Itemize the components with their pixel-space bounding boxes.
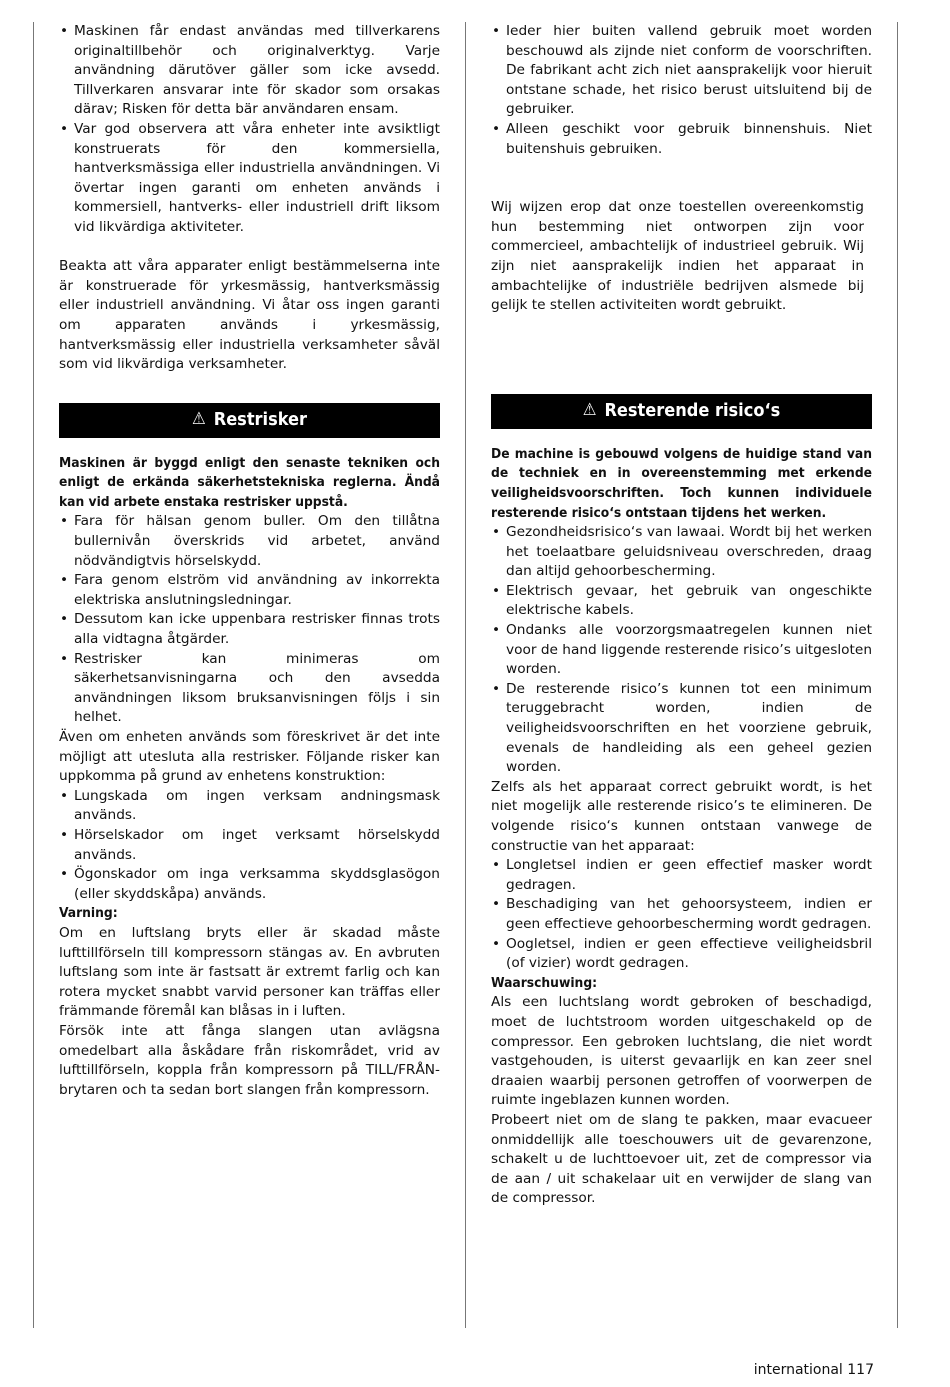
list-item: • Fara genom elström vid användning av inkorrekta elektriska anslutningsledningar. xyxy=(59,571,440,610)
warning-label: Varning: xyxy=(59,905,118,922)
risk-bullet-list xyxy=(59,512,440,728)
lead-paragraph: De machine is gebouwd volgens de huidige stand van de techniek en in overeenstemming met erkende veiligheidsvoorschriften. Toch kunnen individuele resterende risico‘s ontstaan tijdens het werken. xyxy=(491,445,872,521)
page-right-rule xyxy=(897,22,898,1328)
list-item: • Elektrisch gevaar, het gebruik van ongeschikte elektrische kabels. xyxy=(491,582,872,621)
risk-bullet-list xyxy=(491,523,872,778)
injury-bullet-list xyxy=(59,787,440,905)
section-heading xyxy=(59,403,440,438)
body-paragraph: Probeert niet om de slang te pakken, maar evacueer onmiddellijk alle toeschouwers uit de gevarenzone, schakelt u de luchttoevoer uit, zet de compressor via de aan / uit schakelaar uit en verwijder de slang van de compressor. xyxy=(491,1111,872,1207)
warning-triangle-icon: ⚠ xyxy=(192,409,206,430)
body-paragraph: Als een luchtslang wordt gebroken of beschadigd, moet de luchtstroom worden uitgeschakeld op de compressor. Een gebroken luchtslang, die niet wordt vastgehouden, is uiterst gevaarlijk en kan zeer snel draaien waarbij personen getroffen of voorwerpen de ruimte ingeblazen kunnen worden. xyxy=(491,994,872,1109)
list-item: • Dessutom kan icke uppenbara restrisker finnas trots alla vidtagna åtgärder. xyxy=(59,610,440,649)
section-heading-text: Resterende risico‘s xyxy=(604,400,781,422)
body-paragraph: Även om enheten används som föreskrivet är det inte möjligt att utesluta alla restrisker. Följande risker kan uppkomma på grund av enhetens konstruktion: xyxy=(59,729,440,785)
list-item: • Oogletsel, indien er geen effectieve veiligheidsbril (of vizier) wordt gedragen. xyxy=(491,935,872,974)
list-item: • De resterende risico’s kunnen tot een minimum teruggebracht worden, indien de veiligheidsvoorschriften en het voorziene gebruik, evenals de handleiding als een geheel gezien worden. xyxy=(491,680,872,778)
list-item: • Gezondheidsrisico‘s van lawaai. Wordt bij het werken het toelaatbare geluidsniveau overschreden, draag dan altijd gehoorbescherming. xyxy=(491,523,872,582)
intro-bullet-list xyxy=(59,22,440,238)
section-heading-text: Restrisker xyxy=(213,409,307,431)
list-item: • Lungskada om ingen verksam andningsmask används. xyxy=(59,787,440,826)
column-divider xyxy=(465,22,466,1328)
intro-paragraph: Wij wijzen erop dat onze toestellen overeenkomstig hun bestemming niet ontworpen zijn voor commercieel, ambachtelijk of industrieel gebruik. Wij zijn niet aansprakelijk indien het apparaat in ambachtelijke of industriële bedrijven alsmede bij gelijk te stellen activiteiten wordt gebruikt. xyxy=(491,199,864,314)
intro-paragraph: Beakta att våra apparater enligt bestämmelserna inte är konstruerade för yrkesmässig, hantverksmässig eller industriell användning. Vi åtar oss ingen garanti om apparaten används i yrkesmässig, hantverksmässig eller industriella verksamheter såväl som vid likvärdiga verksamheter. xyxy=(59,258,440,373)
list-item: • Fara för hälsan genom buller. Om den tillåtna bullernivån överskrids vid arbetet, använd nödvändigtvis hörselskydd. xyxy=(59,512,440,571)
injury-bullet-list xyxy=(491,856,872,974)
page-footer: international 117 xyxy=(753,1362,874,1378)
swedish-column xyxy=(59,22,440,1100)
list-item: • Ögonskador om inga verksamma skyddsglasögon (eller skyddskåpa) används. xyxy=(59,865,440,904)
list-item: • Ondanks alle voorzorgsmaatregelen kunnen niet voor de hand liggende resterende risico’s uitgesloten worden. xyxy=(491,621,872,680)
body-paragraph: Om en luftslang bryts eller är skadad måste lufttillförseln till kompressorn stängas av. En avbruten luftslang som inte är fastsatt är extremt farlig och kan rotera mycket snabbt varvid personer kan träffas eller främmande föremål kan blåsas in i luften. xyxy=(59,924,440,1020)
list-item: • Var god observera att våra enheter inte avsiktligt konstruerats för den kommersiella, hantverksmässiga eller industriella användningen. Vi övertar ingen garanti om enheten används i kommersiell, hantverks- eller industriell drift liksom vid likvärdiga aktiviteter. xyxy=(59,120,440,238)
intro-bullet-list xyxy=(491,22,872,159)
warning-label: Waarschuwing: xyxy=(491,974,598,991)
warning-triangle-icon: ⚠ xyxy=(582,400,597,421)
list-item: • Hörselskador om inget verksamt hörselskydd används. xyxy=(59,826,440,865)
list-item: • Longletsel indien er geen effectief masker wordt gedragen. xyxy=(491,856,872,895)
page-left-rule xyxy=(33,22,34,1328)
body-paragraph: Försök inte att fånga slangen utan avlägsna omedelbart alla åskådare från riskområdet, vrid av lufttillförseln, koppla från kompressorn på TILL/FRÅN-brytaren och ta sedan bort slangen från kompressorn. xyxy=(59,1022,440,1098)
list-item: • Ieder hier buiten vallend gebruik moet worden beschouwd als zijnde niet conform de voorschriften. De fabrikant acht zich niet aansprakelijk voor hieruit ontstane schade, het risico berust uitsluitend bij de gebruiker. xyxy=(491,22,872,120)
lead-paragraph: Maskinen är byggd enligt den senaste tekniken och enligt de erkända säkerhetstekniska reglerna. Ändå kan vid arbete enstaka restrisker uppstå. xyxy=(59,454,440,510)
section-heading xyxy=(491,394,872,429)
body-paragraph: Zelfs als het apparaat correct gebruikt wordt, is het niet mogelijk alle resterende risico’s te elimineren. De volgende risico‘s kunnen ontstaan vanwege de constructie van het apparaat: xyxy=(491,778,872,854)
list-item: • Beschadiging van het gehoorsysteem, indien er geen effectieve gehoorbescherming wordt gedragen. xyxy=(491,895,872,934)
list-item: • Maskinen får endast användas med tillverkarens originaltillbehör och originalverktyg. Varje användning därutöver gäller som icke avsedd. Tillverkaren ansvarar inte för skador som orsakas därav; Risken för detta bär användaren ensam. xyxy=(59,22,440,120)
list-item: • Alleen geschikt voor gebruik binnenshuis. Niet buitenshuis gebruiken. xyxy=(491,120,872,159)
list-item: • Restrisker kan minimeras om säkerhetsanvisningarna och den avsedda användningen liksom bruksanvisningen följs i sin helhet. xyxy=(59,650,440,728)
dutch-column xyxy=(491,22,872,1209)
